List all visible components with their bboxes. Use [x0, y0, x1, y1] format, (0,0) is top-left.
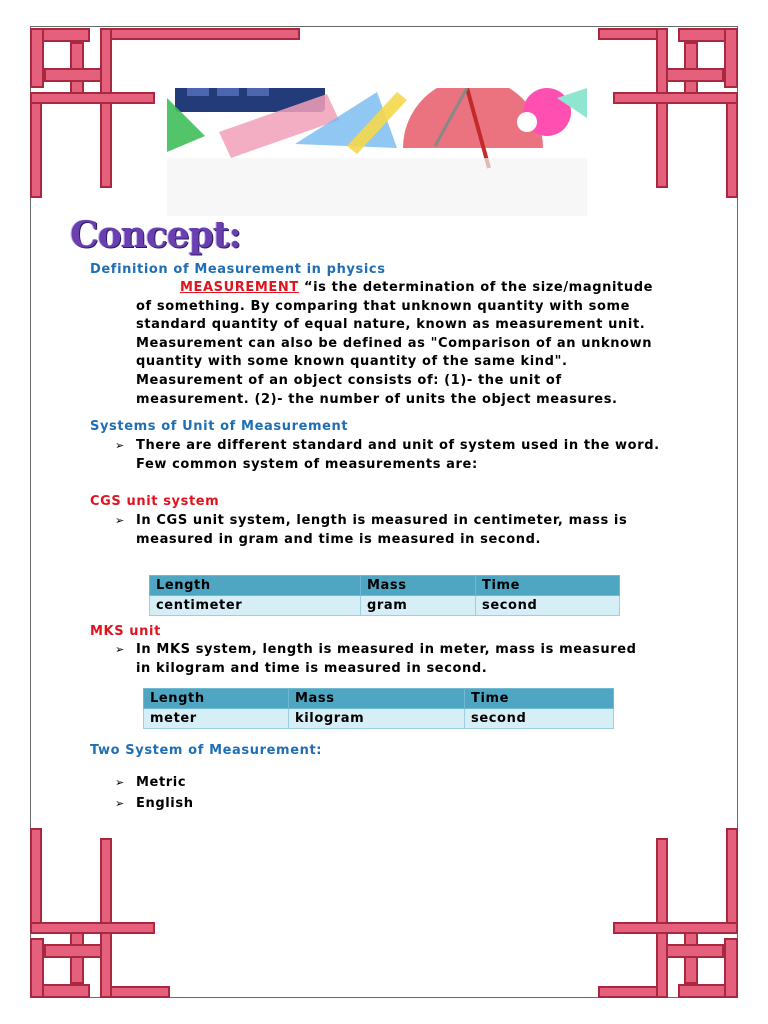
- table-header-cell: Time: [465, 689, 614, 709]
- definition-line: standard quantity of equal nature, known as measurement unit.: [136, 317, 646, 333]
- arrow-bullet-icon: ➢: [115, 776, 125, 789]
- table-cell: kilogram: [289, 709, 465, 729]
- arrow-bullet-icon: ➢: [115, 643, 125, 656]
- cgs-bullet: [115, 512, 696, 549]
- definition-line: measurement. (2)- the number of units the object measures.: [136, 391, 618, 407]
- arrow-bullet-icon: ➢: [115, 439, 125, 452]
- mks-bullet-line: in kilogram and time is measured in second.: [136, 660, 488, 676]
- measuring-tools-illustration: [167, 88, 587, 216]
- table-header-cell: Mass: [289, 689, 465, 709]
- table-header-cell: Length: [150, 576, 361, 596]
- definition-line: quantity with some known quantity of the same kind".: [136, 354, 568, 370]
- two-systems-item: [115, 774, 187, 793]
- systems-bullet: [115, 437, 696, 474]
- corner-ornament-bottom-right: [598, 828, 738, 998]
- table-cell: centimeter: [150, 596, 361, 616]
- mks-heading: MKS unit: [90, 624, 161, 639]
- definition-line: of something. By comparing that unknown quantity with some: [136, 298, 631, 314]
- table-header-cell: Length: [144, 689, 289, 709]
- table-row: [150, 596, 620, 616]
- cgs-bullet-line: In CGS unit system, length is measured in centimeter, mass is: [136, 513, 628, 528]
- table-cell: second: [476, 596, 620, 616]
- two-systems-heading: Two System of Measurement:: [90, 743, 323, 758]
- list-item-english: English: [136, 796, 194, 811]
- corner-ornament-top-left: [30, 28, 170, 198]
- table-cell: gram: [361, 596, 476, 616]
- corner-ornament-top-right: [598, 28, 738, 198]
- systems-bullet-line: Few common system of measurements are:: [136, 456, 478, 472]
- arrow-bullet-icon: ➢: [115, 514, 125, 527]
- definition-line-1: [136, 279, 696, 298]
- table-header-row: [144, 689, 614, 709]
- table-row: [144, 709, 614, 729]
- cgs-unit-table: [149, 575, 620, 616]
- definition-line-1-rest: “is the determination of the size/magnitude: [298, 280, 654, 295]
- cgs-bullet-line: measured in gram and time is measured in second.: [136, 531, 542, 547]
- mks-unit-table: [143, 688, 614, 729]
- corner-ornament-bottom-left: [30, 828, 170, 998]
- definition-heading: Definition of Measurement in physics: [90, 262, 386, 277]
- table-cell: second: [465, 709, 614, 729]
- list-item-metric: Metric: [136, 775, 187, 790]
- keyword-measurement: MEASUREMENT: [180, 280, 299, 295]
- definition-line: Measurement of an object consists of: (1)- the unit of: [136, 372, 562, 388]
- definition-line: Measurement can also be defined as "Comparison of an unknown: [136, 335, 653, 351]
- table-header-cell: Time: [476, 576, 620, 596]
- systems-bullet-line: There are different standard and unit of system used in the word.: [136, 438, 660, 453]
- mks-bullet: [115, 641, 696, 678]
- definition-paragraph: [136, 279, 696, 409]
- table-header-row: [150, 576, 620, 596]
- two-systems-item: [115, 795, 194, 814]
- table-cell: meter: [144, 709, 289, 729]
- systems-heading: Systems of Unit of Measurement: [90, 419, 349, 434]
- cgs-heading: CGS unit system: [90, 494, 220, 509]
- mks-bullet-line: In MKS system, length is measured in meter, mass is measured: [136, 642, 637, 657]
- arrow-bullet-icon: ➢: [115, 797, 125, 810]
- header-image-measuring-tools: [167, 88, 587, 216]
- page-heading: Concept:: [70, 214, 241, 256]
- table-header-cell: Mass: [361, 576, 476, 596]
